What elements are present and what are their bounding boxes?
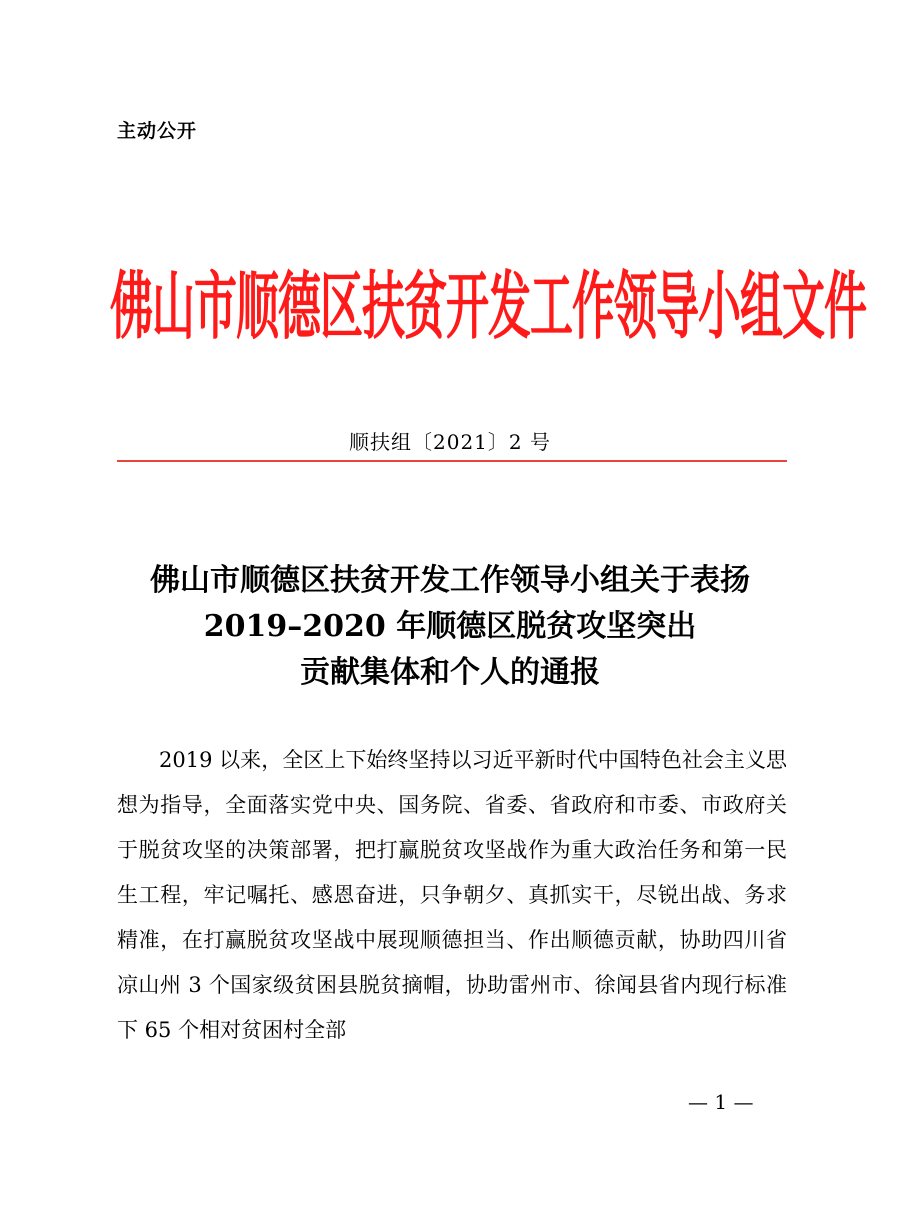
page-number: — 1 — — [688, 1090, 754, 1114]
title-line-2: 2019–2020 年顺德区脱贫攻坚突出 — [203, 609, 697, 644]
title-line-3: 贡献集体和个人的通报 — [300, 655, 600, 690]
document-title — [90, 558, 810, 696]
body-paragraph: 2019 以来，全区上下始终坚持以习近平新时代中国特色社会主义思想为指导，全面落实党中央、国务院、省委、省政府和市委、市政府关于脱贫攻坚的决策部署，把打赢脱贫攻坚战作为重大政治任务和第一民生工程，牢记嘱托、感恩奋进，只争朝夕、真抓实干，尽锐出战、务求精准，在打赢脱贫攻坚战中展现顺德担当、作出顺德贡献，协助四川省凉山州 3 个国家级贫困县脱贫摘帽，协助雷州市、徐闻县省内现行标准下 65 个相对贫困村全部 — [117, 748, 787, 1042]
document-number: 顺扶组〔2021〕2 号 — [349, 430, 551, 454]
red-divider — [117, 460, 787, 462]
disclosure-label: 主动公开 — [117, 120, 198, 142]
issuer-heading: 佛山市顺德区扶贫开发工作领导小组文件 — [110, 265, 866, 351]
title-line-1: 佛山市顺德区扶贫开发工作领导小组关于表扬 — [150, 563, 750, 598]
